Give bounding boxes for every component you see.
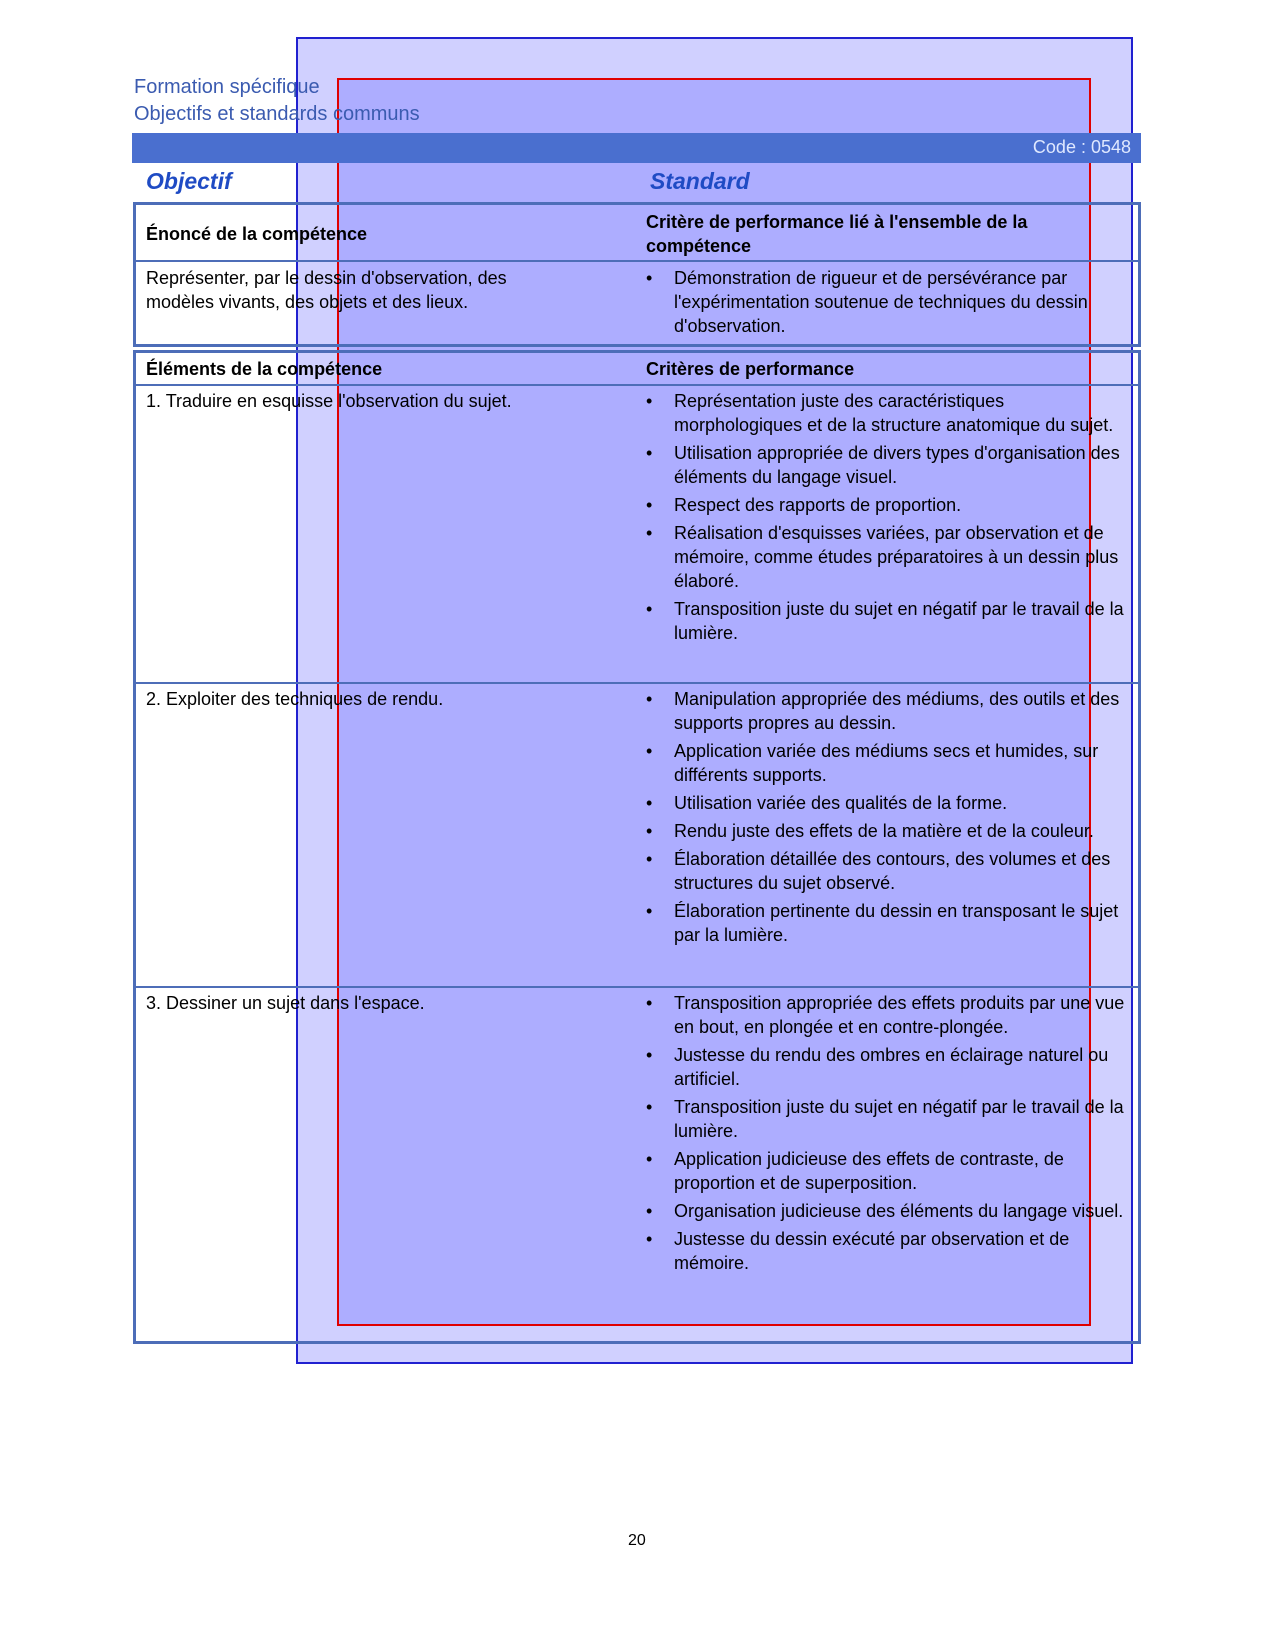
criterion-item: • Représentation juste des caractéristiques morphologiques et de la structure anatomique du sujet. bbox=[646, 389, 1126, 437]
criterion-item: • Utilisation appropriée de divers types d'organisation des éléments du langage visuel. bbox=[646, 441, 1126, 489]
enonce-text: Représenter, par le dessin d'observation, des modèles vivants, des objets et des lieux. bbox=[146, 268, 507, 312]
column-title-objectif: Objectif bbox=[146, 168, 232, 194]
page-number: 20 bbox=[628, 1532, 646, 1549]
criterion-item: • Application variée des médiums secs et humides, sur différents supports. bbox=[646, 739, 1126, 787]
element-3-label: 3. Dessiner un sujet dans l'espace. bbox=[146, 993, 425, 1013]
criterion-item: • Respect des rapports de proportion. bbox=[646, 493, 1126, 517]
enonce-criteria-heading: Critère de performance lié à l'ensemble de la compétence bbox=[646, 212, 1028, 256]
criterion-item: • Élaboration pertinente du dessin en transposant le sujet par la lumière. bbox=[646, 899, 1126, 947]
enonce-table bbox=[133, 202, 1141, 347]
criterion-item: • Transposition appropriée des effets produits par une vue en bout, en plongée et en contre-plongée. bbox=[646, 991, 1126, 1039]
header-formation: Formation spécifique bbox=[134, 76, 320, 98]
enonce-heading: Énoncé de la compétence bbox=[146, 224, 368, 244]
criterion-item: • Utilisation variée des qualités de la forme. bbox=[646, 791, 1126, 815]
criterion-item: • Justesse du dessin exécuté par observation et de mémoire. bbox=[646, 1227, 1126, 1275]
criterion-item: • Organisation judicieuse des éléments du langage visuel. bbox=[646, 1199, 1126, 1223]
column-title-standard: Standard bbox=[650, 168, 750, 194]
element-2-label: 2. Exploiter des techniques de rendu. bbox=[146, 689, 444, 709]
element-1-label: 1. Traduire en esquisse l'observation du sujet. bbox=[146, 391, 512, 411]
criterion-item: • Transposition juste du sujet en négatif par le travail de la lumière. bbox=[646, 597, 1126, 645]
criterion-item: • Réalisation d'esquisses variées, par observation et de mémoire, comme études préparatoires à un dessin plus élaboré. bbox=[646, 521, 1126, 593]
criterion-item: • Élaboration détaillée des contours, des volumes et des structures du sujet observé. bbox=[646, 847, 1126, 895]
criterion-item: • Transposition juste du sujet en négatif par le travail de la lumière. bbox=[646, 1095, 1126, 1143]
criterion-item: • Application judicieuse des effets de contraste, de proportion et de superposition. bbox=[646, 1147, 1126, 1195]
elements-heading: Éléments de la compétence bbox=[146, 359, 383, 379]
criterion-item: • Rendu juste des effets de la matière et de la couleur. bbox=[646, 819, 1126, 843]
element-1-criteria bbox=[646, 389, 1126, 649]
competency-code: Code : 0548 bbox=[1032, 137, 1131, 157]
criterion-item: • Manipulation appropriée des médiums, des outils et des supports propres au dessin. bbox=[646, 687, 1126, 735]
header-objectifs: Objectifs et standards communs bbox=[134, 103, 420, 125]
code-bar bbox=[132, 133, 1141, 163]
criterion-item: • Démonstration de rigueur et de persévérance par l'expérimentation soutenue de techniques du dessin d'observation. bbox=[646, 266, 1126, 338]
elements-criteria-heading: Critères de performance bbox=[646, 359, 855, 379]
element-3-criteria bbox=[646, 991, 1126, 1279]
elements-table bbox=[133, 350, 1141, 1344]
criterion-item: • Justesse du rendu des ombres en éclairage naturel ou artificiel. bbox=[646, 1043, 1126, 1091]
element-2-criteria bbox=[646, 687, 1126, 951]
enonce-criteria bbox=[646, 266, 1126, 342]
